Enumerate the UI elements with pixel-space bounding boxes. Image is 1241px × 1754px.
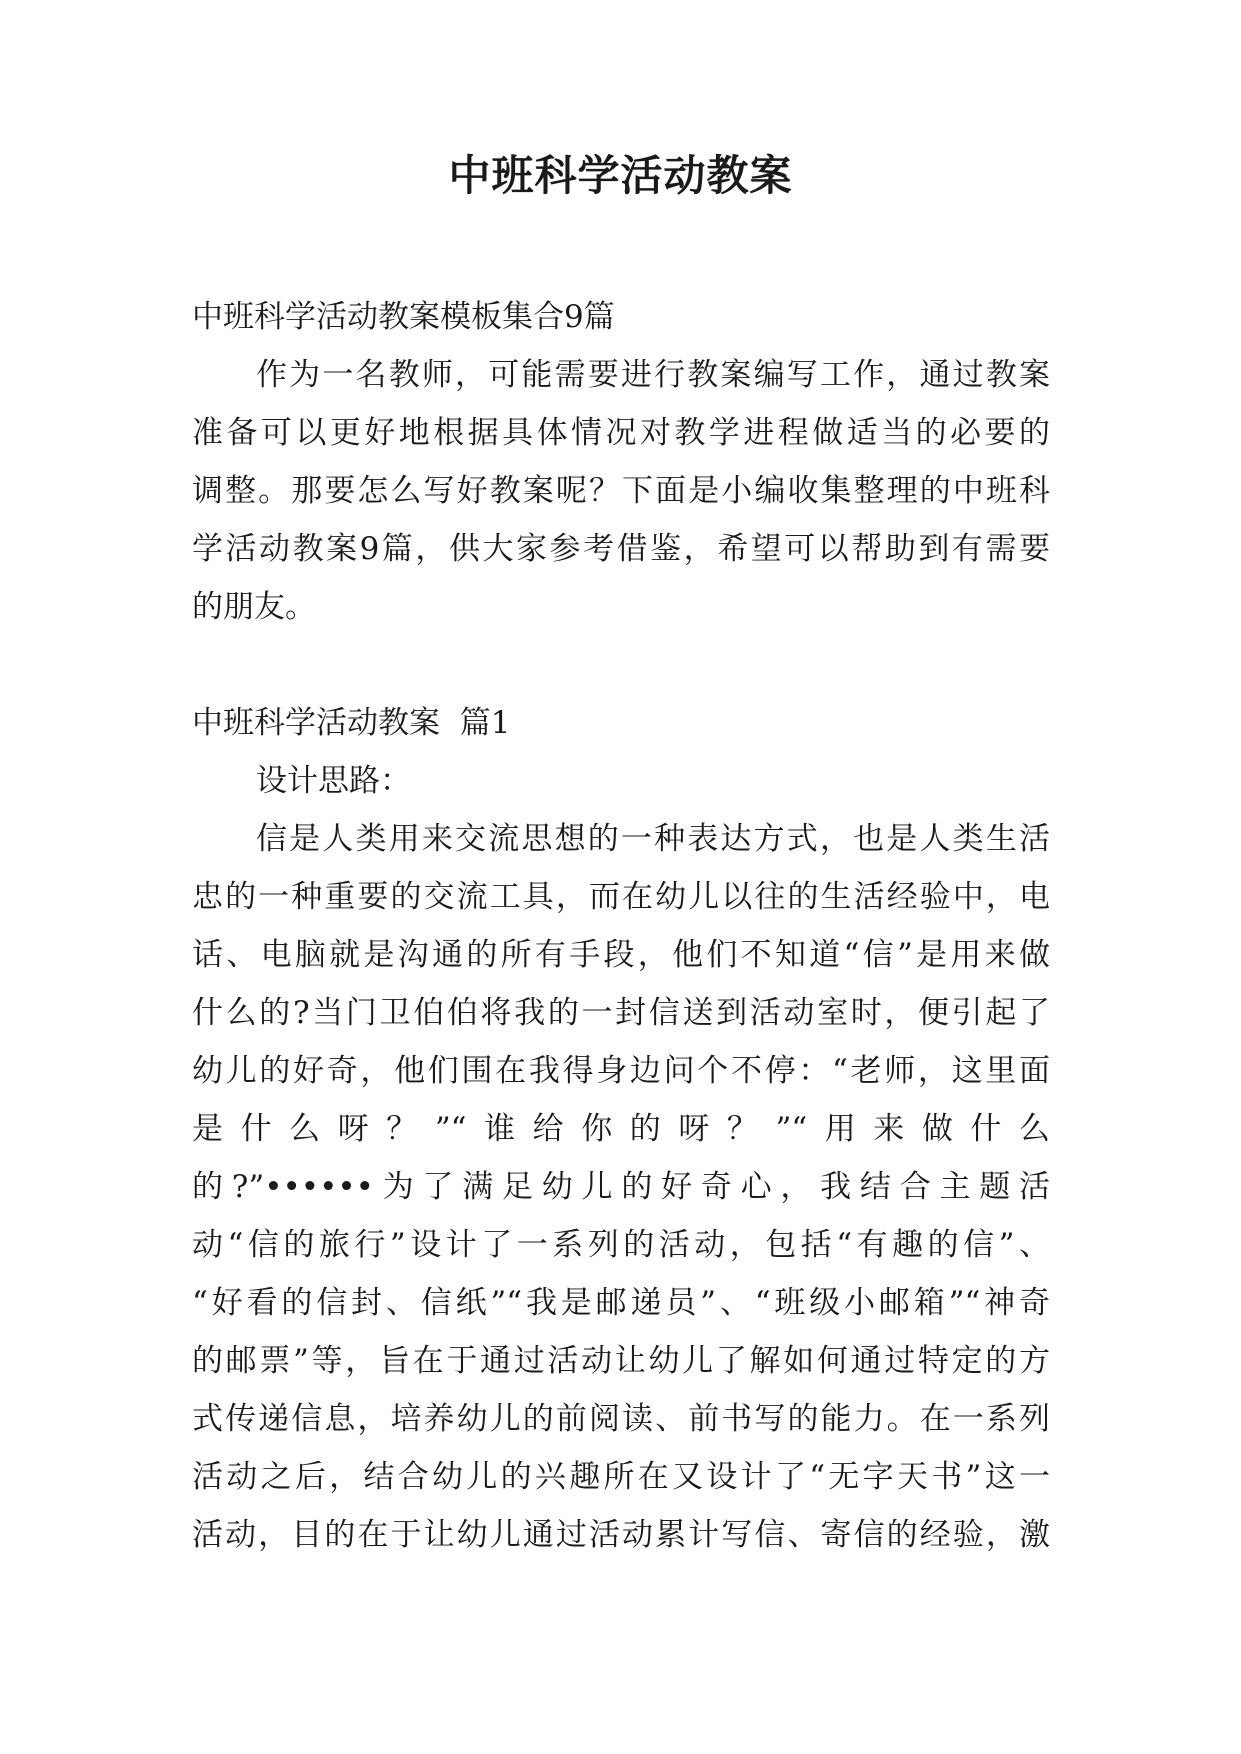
design-paragraph xyxy=(192,810,1050,1564)
body-line: 活动之后，结合幼儿的兴趣所在又设计了“无字天书”这一 xyxy=(192,1459,1050,1495)
body-line: 话、电脑就是沟通的所有手段，他们不知道“信”是用来做 xyxy=(192,937,1050,973)
page-title: 中班科学活动教案 xyxy=(448,151,793,200)
body-line: 忠的一种重要的交流工具，而在幼儿以往的生活经验中，电 xyxy=(192,879,1050,915)
paragraph-spacer xyxy=(192,636,1050,694)
intro-line: 学活动教案9篇，供大家参考借鉴，希望可以帮助到有需要 xyxy=(192,531,1050,567)
body-line: 动“信的旅行”设计了一系列的活动，包括“有趣的信”、 xyxy=(192,1227,1050,1263)
document-body xyxy=(192,288,1050,1564)
body-line: 的邮票”等，旨在于通过活动让幼儿了解如何通过特定的方 xyxy=(192,1343,1050,1379)
intro-line: 准备可以更好地根据具体情况对教学进程做适当的必要的 xyxy=(192,415,1050,451)
intro-line: 调整。那要怎么写好教案呢？下面是小编收集整理的中班科 xyxy=(192,473,1050,509)
body-line: 幼儿的好奇，他们围在我得身边问个不停：“老师，这里面 xyxy=(192,1053,1050,1089)
body-line: 活动，目的在于让幼儿通过活动累计写信、寄信的经验，激 xyxy=(192,1517,1050,1553)
document-subtitle: 中班科学活动教案模板集合9篇 xyxy=(192,299,615,335)
body-line: “好看的信封、信纸”“我是邮递员”、“班级小邮箱”“神奇 xyxy=(192,1285,1050,1321)
intro-paragraph xyxy=(192,346,1050,636)
intro-line: 作为一名教师，可能需要进行教案编写工作，通过教案 xyxy=(256,357,1050,393)
body-line: 信是人类用来交流思想的一种表达方式，也是人类生活 xyxy=(256,821,1050,857)
body-line: 的?”••••••为了满足幼儿的好奇心，我结合主题活 xyxy=(192,1169,1050,1205)
body-line: 什么的?当门卫伯伯将我的一封信送到活动室时，便引起了 xyxy=(192,995,1050,1031)
intro-line: 的朋友。 xyxy=(192,589,316,625)
body-line: 式传递信息，培养幼儿的前阅读、前书写的能力。在一系列 xyxy=(192,1401,1050,1437)
body-line: 是什么呀？”“谁给你的呀？”“用来做什么 xyxy=(192,1111,1050,1147)
section-heading: 中班科学活动教案 篇1 xyxy=(192,705,511,741)
design-label: 设计思路： xyxy=(256,763,411,799)
